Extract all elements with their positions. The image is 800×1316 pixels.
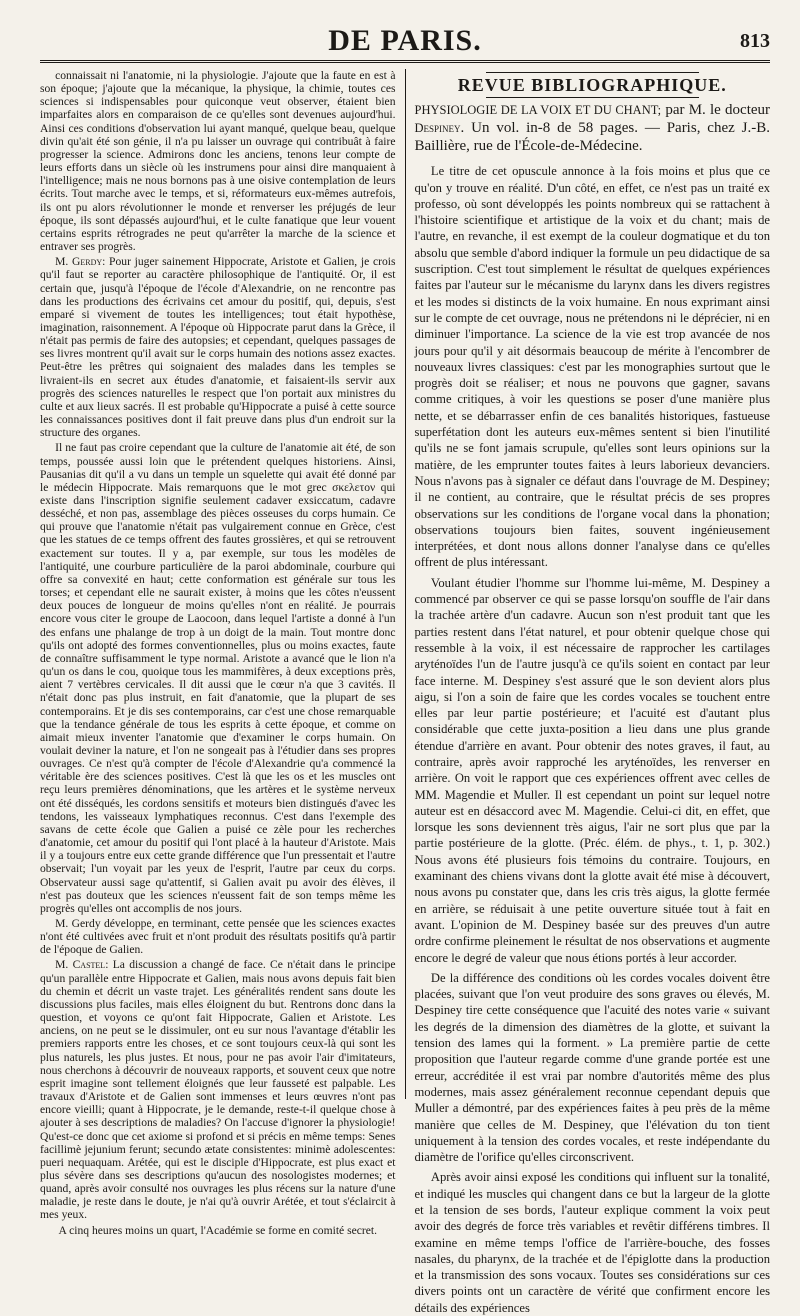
paragraph (40, 255, 396, 439)
book-author: Despiney (414, 121, 461, 136)
page-number: 813 (740, 30, 770, 52)
two-column-body (40, 69, 771, 1315)
paragraph-text: Il ne faut pas croire cependant que la culture de l'anatomie ait été, de son temps, poussée aussi loin que le prétendent quelques historiens. Ainsi, Pausanias dit qu'il a vu dans un temple un squelette qui avait été donné par le médecin Hippocrate. Mais remarquons que le mot grec σκελετον qui existe dans l'inscription signifie seulement cadaver exsiccatum, cadavre desséché, et non pas, assemblage des pièces osseuses du corps humain. Ce qui prouve que l'anatomie n'était pas vulgairement connue en Grèce, c'est que les statues de ce temps offrent des fautes grossières, et qui se retrouvent exactement sur toutes. Il y a, par exemple, sur tous les modèles de l'antiquité, une courbure particulière de la paroi abdominale, courbure qui offre sa convexité en haut; cette conformation est générale sur tous les torses; et cependant elle ne saurait exister, à moins que les côtes n'eussent deux pouces de longueur de moins qu'elles n'ont en réalité. Je pourrais encore vous citer le groupe de Laocoon, dans lequel l'artiste a donné à l'un des enfans une phalange de trop à un doigt de la main. Tout montre donc qu'ils ont adopté des formes conventionnelles, plus ou moins exactes, faute de connaître suffisamment le type normal. Aristote a avancé que le lion n'a qu'un os dans le cou, quoique tous les mammifères, à deux exceptions près, aient 7 vertèbres cervicales. Il dit aussi que le cœur n'a que 3 cavités. Il n'était donc pas plus instruit, en fait d'anatomie, que la plupart de ses contemporains. Et je dis ses contemporains, car c'est une chose remarquable que la tendance générale de tous les esprits à cette époque, et comme on aimait mieux inventer l'anatomie que d'examiner le corps humain. On voulait deviner la nature, et l'on ne songeait pas à l'étudier dans ses propres ouvrages. Ce n'est qu'à compter de l'école d'Alexandrie qu'a commencé la véritable ère des sciences positives. C'est là que les os et les muscles ont reçu leurs premières dénominations, que les artères et le système nerveux ont été disséqués, les cordons sensitifs et moteurs bien distingués d'avec les tendons, les vaisseaux lymphatiques reconnus. C'est dans l'exemple des savans de cette école que Galien a puisé ce zèle pour les recherches d'anatomie, cet amour du positif qui l'ont placé à la hauteur d'Aristote. Mais il y a toujours entre eux cette grande différence que l'un pressentait et l'autre observait; l'un voyait par les yeux de l'esprit, l'autre par ceux du corps. Observateur aussi sage qu'attentif, si Galien avait pu avoir des élèves, il n'est pas douteux que les sciences n'eussent fait de son temps même les progrès qu'elles ont accomplis de nos jours. (40, 441, 396, 915)
book-author-prefix: par M. le docteur (665, 102, 771, 119)
paragraph (40, 441, 396, 915)
book-reference (415, 101, 771, 155)
paragraph (40, 958, 396, 1221)
paragraph-text: : Pour juger sainement Hippocrate, Aristote et Galien, je crois qu'il faut se reporter au caractère philosophique de l'antiquité. Or, il est certain que, jusqu'à l'époque de l'école d'Alexandrie, on ne rencontre pas dans les productions des écrivains cet amour du positif, qui, depuis, s'est emparé si vivement de toutes les intelligences; tout était hypothèse, imagination, raisonnement. A l'époque où Hippocrate parut dans la Grèce, il n'était pas permis de faire des autopsies; et cependant, quelques passages de ses livres montrent qu'il avait sur le corps humain des notions assez exactes. Peut-être les prêtres qui soignaient des malades dans les temples se livraient-ils en secret aux études d'anatomie, et faisaient-ils servir aux progrès des sciences naturelles le respect que l'on portait aux ministres du culte et aux lieux sacrés. Il est probable qu'Hippocrate a puisé à cette source les connaissances positives dont il fait preuve dans plus d'un endroit sur la structure des organes. (40, 255, 396, 440)
right-column (406, 69, 771, 1315)
speaker-name: M. Castel (55, 958, 106, 972)
speaker-name: M. Gerdy (55, 255, 103, 269)
paragraph-text: connaissait ni l'anatomie, ni la physiologie. J'ajoute que la faute en est à son époque; j'ajoute que la mécanique, la physique, la chimie, toutes ces sciences si indispensables pour quiconque veut observer, étaient bien imparfaites alors en comparaison de ce qu'elles sont devenues aujourd'hui. Ainsi ces conditions d'observation lui ayant manqué, quelque beau, quelque divin qu'ait été son génie, il n'a pu laisser un ouvrage qui contribuât à faire progresser la science. Admirons donc les anciens, tenons leur compte de leurs efforts dans un siècle où les instrumens pour ainsi dire manquaient à l'intelligence; mais ne nous bornons pas à une oisive contemplation de leurs écrits. Tout marche avec le temps, et si, réformateurs eux-mêmes autrefois, ils ont pu alors révolutionner le monde et renverser les préjugés de leur époque, ils sont dépassés aujourd'hui, et le culte fanatique que leur vouent certains esprits rétrogrades ne peut qu'arrêter la marche de la science et entraver ses progrès. (40, 69, 396, 254)
paragraph-text: : La discussion a changé de face. Ce n'était dans le principe qu'un parallèle entre Hippocrate et Galien, mais nous avons depuis fait bien du chemin et décrit un vaste trajet. Les généralités rendent sans doute les discussions plus faciles, mais elles éloignent du but. Rentrons donc dans la question, et voyons ce qu'ont fait Hippocrate, Galien et Aristote. Les anciens, on ne peut se le dissimuler, ont eu sur nous l'avantage d'établir les premiers rapports entre les choses, et ce sont toujours ceux-là qui sont les plus naturels, les plus justes. Et nous, pour ne pas avoir l'air d'imitateurs, nous cherchons à découvrir de nouveaux rapports, et souvent ceux que notre esprit imagine sont tellement éloignés que leur fausseté est palpable. Les travaux d'Aristote et de Galien sont immenses et leurs œuvres n'ont pas encore vieilli; quant à Hippocrate, je le demande, reste-t-il quelque chose à ajouter à ses descriptions de maladies? On l'accuse d'ignorer la physiologie! Qu'est-ce donc que cet axiome si profond et si précis en même temps: Senes facillimè jejunium ferunt; secundo ætate consistentes: minimè adolescentes: pueri nequaquam. Arétée, qui est le disciple d'Hippocrate, est plus exact et plus sévère dans ses descriptions qu'aucun des nosologistes modernes; et quand, après avoir consulté nos ouvrages les plus récens sur la nature d'une maladie, je reste dans le doute, je n'ai qu'à ouvrir Arétée, et tout s'éclaircit à mes yeux. (40, 958, 396, 1222)
section-rule (486, 97, 699, 98)
closing-line: A cinq heures moins un quart, l'Académie se forme en comité secret. (58, 1223, 378, 1237)
paragraph: Le titre de cet opuscule annonce à la fois moins et plus que ce qu'on y trouve en réalité. D'un côté, en effet, ce n'est pas un traité ex professo, où sont développés les points nombreux qui se rattachent à l'histoire scientifique et artistique de la voix et du chant; mais de l'autre, en revanche, il est exempt de la couleur dogmatique et du ton absolu que semble d'abord indiquer la formule un peu didactique de sa suscription. C'est tout simplement le résultat de quelques expériences faites par l'auteur sur le mécanisme du larynx dans les divers registres et les modes si distincts de la voix humaine. En nous exprimant ainsi sur le compte de cet ouvrage, nous ne prétendons ni le déprécier, ni en diminuer l'importance. La science de la vie est trop avancée de nos jours pour qu'il y ait désormais beaucoup de mérite à l'encombrer de nouveaux livres classiques: c'est par les monographies surtout que le progrès doit se réaliser; et nous ne pouvons que gagner, savans comme critiques, à voir les questions se poser d'une manière plus nette, et se débarrasser enfin de ces banalités historiques, fastueuse superfétation dont les auteurs eux-mêmes sentent si bien l'inutilité qu'ils ne se font jamais scrupule, qu'elles sont leurs opinions sur la matière, de les emprunter toutes faites à leurs laborieux devanciers. Nous n'avons pas à signaler ce défaut dans l'ouvrage de M. Despiney; il ne contient, au contraire, que le résultat précis de ses propres observations sur les conditions de l'organe vocal dans la phonation; observations toujours bien faites, souvent ingénieusement interprétées, et dont nous allons donner l'analyse dans ce qu'elles offrent de plus intéressant. (414, 164, 770, 570)
paragraph (40, 917, 396, 956)
paragraph-text: M. Gerdy développe, en terminant, cette pensée que les sciences exactes n'ont été cultivées avec fruit et n'ont produit des résultats positifs qu'à partir de l'époque de Galien. (40, 917, 396, 957)
paragraph: Après avoir ainsi exposé les conditions qui influent sur la tonalité, et indiqué les muscles qui changent dans ce but la largeur de la glotte et la tension de ses bords, l'auteur explique comment la voix peut avoir des degrés de force très variables et revêtir différens timbres. Il examine en même temps l'office de l'arrière-bouche, des fosses nasales, du pharynx, de la trachée et de l'épiglotte dans la production et la transmission des sons vocaux. Toutes ses considérations sur ces divers points ont un caractère de vérité que confirment encore les détails des expériences (414, 1170, 770, 1315)
page-header (40, 14, 770, 63)
section-title: REVUE BIBLIOGRAPHIQUE. (457, 75, 727, 95)
section-rule (486, 72, 699, 73)
left-column (40, 69, 405, 1237)
running-title: DE PARIS. (328, 24, 482, 57)
paragraph (40, 69, 396, 253)
book-title: PHYSIOLOGIE DE LA VOIX ET DU CHANT; (414, 103, 662, 118)
book-details: . Un vol. in-8 de 58 pages. — Paris, chez J.-B. Baillière, rue de l'École-de-Médecine. (414, 120, 770, 155)
paragraph: Voulant étudier l'homme sur l'homme lui-même, M. Despiney a commencé par observer ce qui se passe lorsqu'on souffle de l'air dans la trachée artère d'un cadavre. Aucun son n'est produit tant que les parties restent dans l'état naturel, et pour obtenir quelque chose qui ressemble à la voix, il est nécessaire de rapprocher les cartilages aryténoïdes l'un de l'autre jusqu'à ce qu'ils soient en contact par leur face interne. M. Despiney s'est assuré que le son devient alors plus aigu, si l'on a soin de faire que les cordes vocales se touchent entre elles par leur partie postérieure; et l'acuité est d'autant plus considérable que cette juxta-position a lieu dans une plus grande étendue d'arrière en avant. Pour obtenir des notes graves, il faut, au contraire, après avoir rapproché les aryténoïdes, les renverser en arrière. On voit le rapport que ces expériences offrent avec celles de MM. Magendie et Muller. Il est cependant un point sur lequel notre auteur est en désaccord avec M. Magendie. Celui-ci dit, en effet, que lorsque les sons deviennent très aigus, l'air ne sort plus que par la partie postérieure de la glotte. (Préc. élém. de phys., t. 1, p. 302.) Nous avons été plusieurs fois témoins du contraire. Toujours, en examinant des chiens vivans dont la glotte avait été mise à découvert, nous avons pu constater que, dans les cris très aigus, la glotte fermée en arrière, se réduisait à une petite ouverture située tout à fait en avant. L'opinion de M. Despiney basée sur des preuves d'un autre ordre confirme pleinement le résultat de nos observations et augmente encore le degré de valeur que nous étions portés à leur accorder. (414, 575, 770, 965)
paragraph: De la différence des conditions où les cordes vocales doivent être placées, suivant que l'on veut produire des sons graves ou élevés, M. Despiney tire cette conséquence que l'acuité des notes varie « suivant les degrés de la dimension des diamètres de la glotte, et suivant la tension des lames qui la forment. » La première partie de cette proposition que l'auteur regarde comme d'une grande portée est une erreur, accréditée il est vrai par nombre d'autorités même des plus modernes, mais assez généralement reconnue cependant depuis que Muller a démontré, par des expériences faites à peu près de la même manière que celles de M. Despiney, que l'élévation du ton tient uniquement à la tension des cordes vocales, et reste indépendante du diamètre de l'orifice qu'elles circonscrivent. (414, 970, 770, 1165)
